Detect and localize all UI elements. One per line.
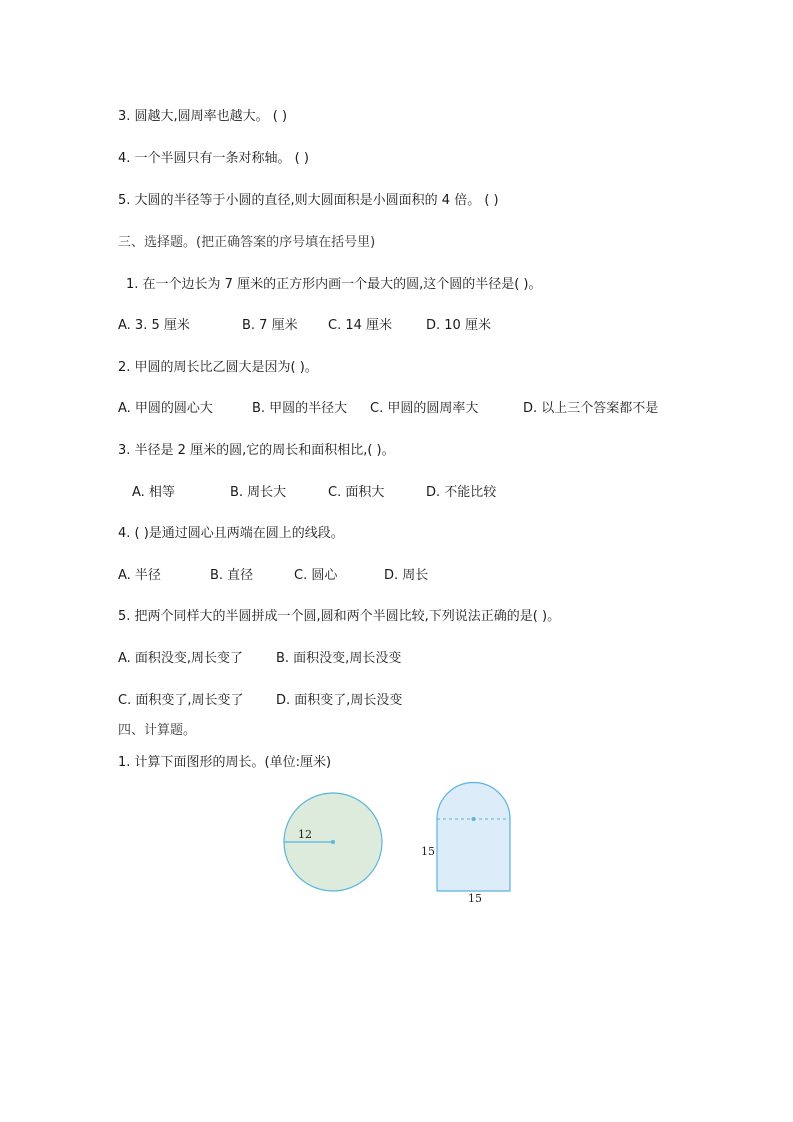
choice-question-3: 3. 半径是 2 厘米的圆,它的周长和面积相比,( )。 (118, 443, 395, 458)
choice-question-2: 2. 甲圆的周长比乙圆大是因为( )。 (118, 360, 318, 375)
choice-3-option-c: C. 面积大 (328, 485, 385, 500)
choice-1-option-d: D. 10 厘米 (426, 318, 491, 333)
choice-2-option-a: A. 甲圆的圆心大 (118, 401, 213, 416)
figures-drawing (270, 780, 530, 910)
choice-4-option-c: C. 圆心 (294, 568, 338, 583)
choice-5-option-b: B. 面积没变,周长没变 (276, 651, 402, 666)
judge-question-5: 5. 大圆的半径等于小圆的直径,则大圆面积是小圆面积的 4 倍。 ( ) (118, 193, 499, 208)
choice-3-option-b: B. 周长大 (230, 485, 287, 500)
choice-1-option-c: C. 14 厘米 (328, 318, 393, 333)
choice-4-option-b: B. 直径 (210, 568, 254, 583)
choice-question-5: 5. 把两个同样大的半圆拼成一个圆,圆和两个半圆比较,下列说法正确的是( )。 (118, 609, 561, 624)
circle-center-dot (331, 840, 335, 844)
perimeter-figures (270, 780, 530, 910)
choice-5-option-d: D. 面积变了,周长没变 (276, 693, 403, 708)
choice-5-option-c: C. 面积变了,周长变了 (118, 693, 244, 708)
choice-1-option-b: B. 7 厘米 (242, 318, 298, 333)
choice-2-option-c: C. 甲圆的圆周率大 (370, 401, 479, 416)
choice-section-heading: 三、选择题。(把正确答案的序号填在括号里) (118, 235, 376, 250)
choice-2-option-b: B. 甲圆的半径大 (252, 401, 348, 416)
calc-question-1: 1. 计算下面图形的周长。(单位:厘米) (118, 755, 332, 770)
choice-5-option-a: A. 面积没变,周长变了 (118, 651, 244, 666)
choice-question-4: 4. ( )是通过圆心且两端在圆上的线段。 (118, 526, 344, 541)
choice-2-option-d: D. 以上三个答案都不是 (523, 401, 659, 416)
circle-radius-label: 12 (298, 828, 312, 841)
judge-question-3: 3. 圆越大,圆周率也越大。 ( ) (118, 109, 288, 124)
calc-section-heading: 四、计算题。 (118, 723, 197, 738)
choice-4-option-a: A. 半径 (118, 568, 161, 583)
choice-4-option-d: D. 周长 (384, 568, 429, 583)
choice-question-1: 1. 在一个边长为 7 厘米的正方形内画一个最大的圆,这个圆的半径是( )。 (126, 277, 542, 292)
arch-width-label: 15 (468, 892, 482, 905)
choice-1-option-a: A. 3. 5 厘米 (118, 318, 190, 333)
arch-shape-figure (437, 783, 510, 891)
arch-center-dot (472, 817, 476, 821)
choice-3-option-a: A. 相等 (132, 485, 175, 500)
judge-question-4: 4. 一个半圆只有一条对称轴。 ( ) (118, 151, 309, 166)
arch-height-label: 15 (421, 845, 435, 858)
choice-3-option-d: D. 不能比较 (426, 485, 497, 500)
